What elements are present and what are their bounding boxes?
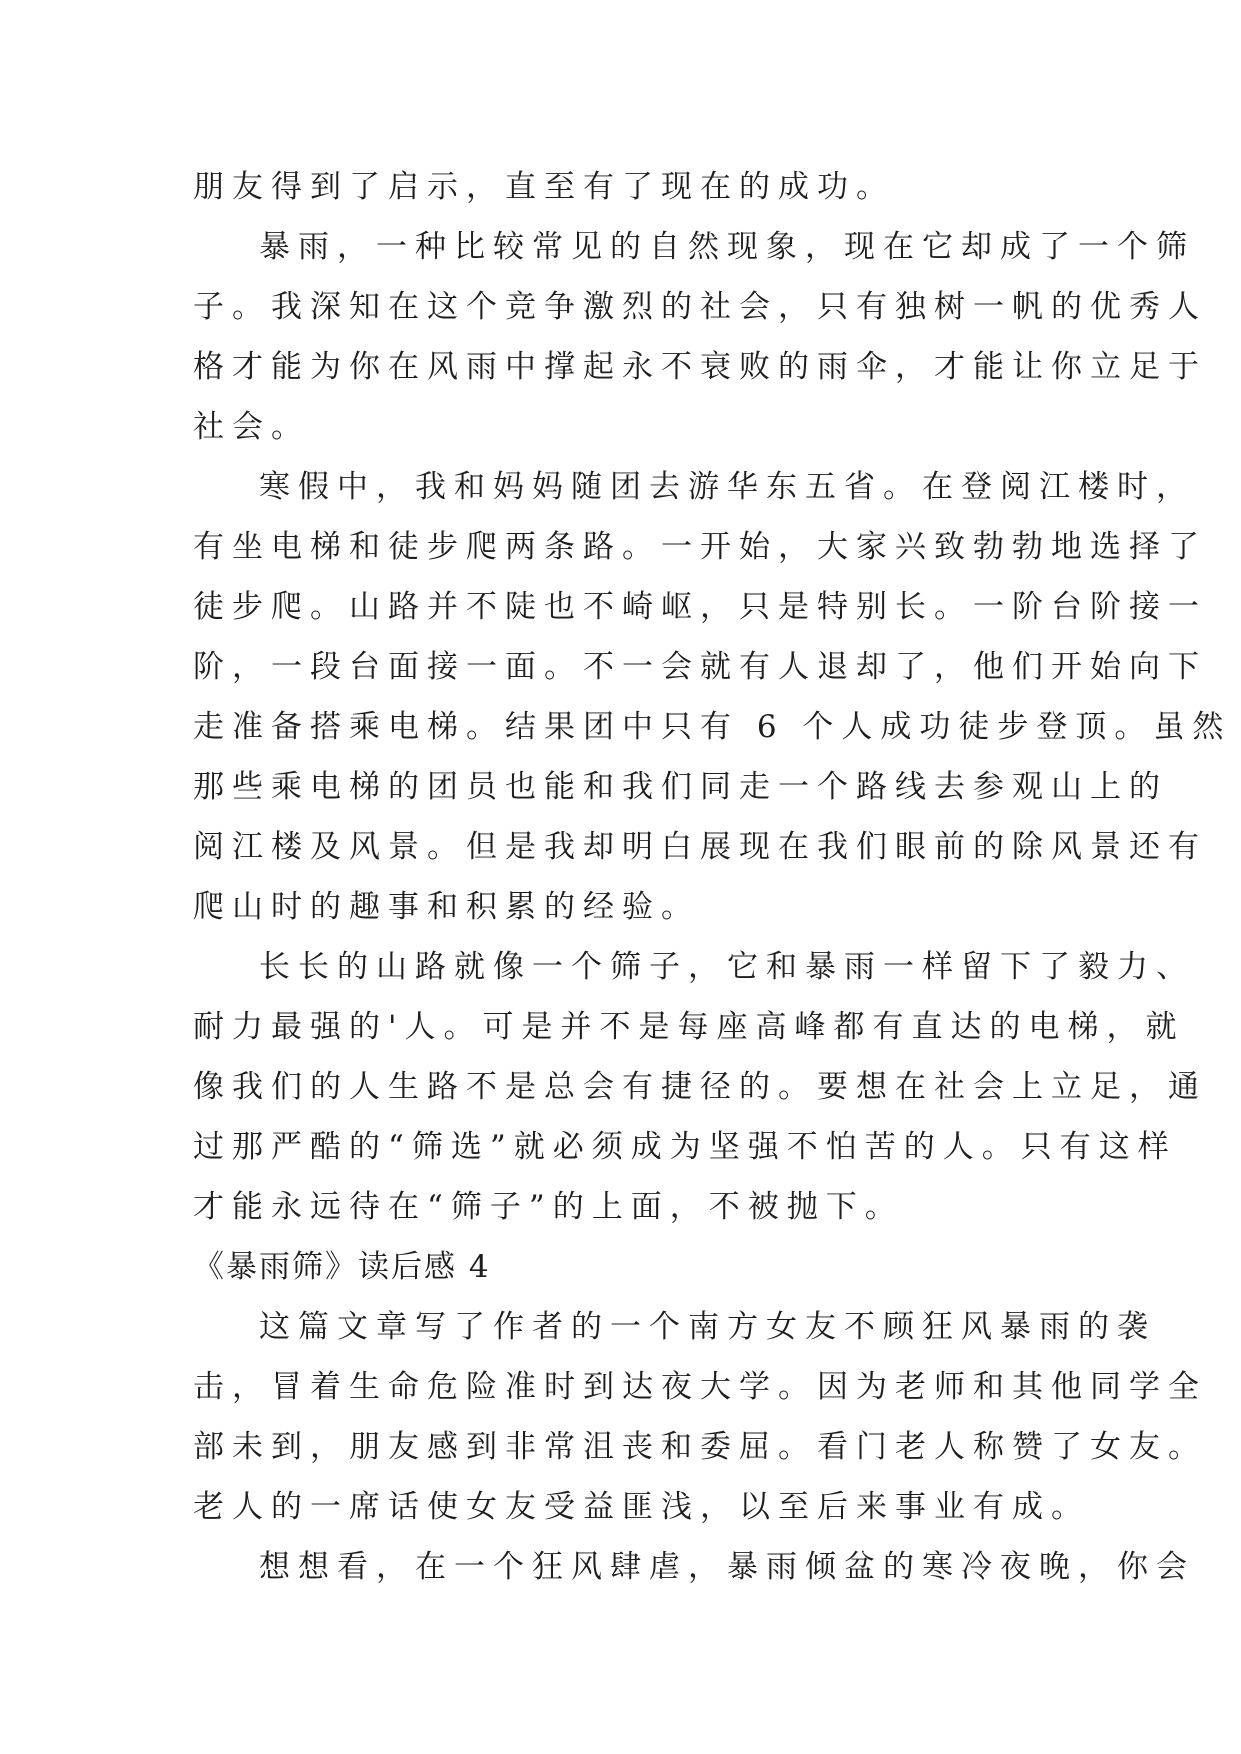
paragraph-line: 徒步爬。山路并不陡也不崎岖，只是特别长。一阶台阶接一 xyxy=(193,589,1207,625)
document-body xyxy=(193,157,1232,1597)
paragraph-line: 部未到，朋友感到非常沮丧和委屈。看门老人称赞了女友。 xyxy=(193,1429,1207,1465)
paragraph-line: 这篇文章写了作者的一个南方女友不顾狂风暴雨的袭 xyxy=(259,1309,1156,1345)
paragraph-line: 格才能为你在风雨中撑起永不衰败的雨伞，才能让你立足于 xyxy=(193,349,1207,385)
paragraph-line: 老人的一席话使女友受益匪浅，以至后来事业有成。 xyxy=(193,1489,1090,1525)
paragraph-line: 想想看，在一个狂风肆虐，暴雨倾盆的寒冷夜晚，你会 xyxy=(259,1549,1195,1585)
paragraph-line: 过那严酷的“筛选”就必须成为坚强不怕苦的人。只有这样 xyxy=(193,1129,1177,1165)
paragraph-line: 像我们的人生路不是总会有捷径的。要想在社会上立足，通 xyxy=(193,1069,1207,1105)
paragraph-line: 走准备搭乘电梯。结果团中只有 6 个人成功徒步登顶。虽然 xyxy=(193,709,1232,745)
paragraph-line: 有坐电梯和徒步爬两条路。一开始，大家兴致勃勃地选择了 xyxy=(193,529,1207,565)
section-heading: 《暴雨筛》读后感 4 xyxy=(193,1249,491,1285)
paragraph-line: 朋友得到了启示，直至有了现在的成功。 xyxy=(193,169,895,205)
paragraph-line: 爬山时的趣事和积累的经验。 xyxy=(193,889,700,925)
paragraph-line: 寒假中，我和妈妈随团去游华东五省。在登阅江楼时， xyxy=(259,469,1195,505)
paragraph-line: 社会。 xyxy=(193,409,310,445)
paragraph-line: 暴雨，一种比较常见的自然现象，现在它却成了一个筛 xyxy=(259,229,1195,265)
paragraph-line: 阶，一段台面接一面。不一会就有人退却了，他们开始向下 xyxy=(193,649,1207,685)
paragraph-line: 阅江楼及风景。但是我却明白展现在我们眼前的除风景还有 xyxy=(193,829,1207,865)
paragraph-line: 击，冒着生命危险准时到达夜大学。因为老师和其他同学全 xyxy=(193,1369,1207,1405)
paragraph-line: 耐力最强的'人。可是并不是每座高峰都有直达的电梯，就 xyxy=(193,1009,1185,1045)
paragraph-line: 那些乘电梯的团员也能和我们同走一个路线去参观山上的 xyxy=(193,769,1168,805)
paragraph-line: 长长的山路就像一个筛子，它和暴雨一样留下了毅力、 xyxy=(259,949,1195,985)
paragraph-line: 才能永远待在“筛子”的上面，不被抛下。 xyxy=(193,1189,904,1225)
paragraph-line: 子。我深知在这个竞争激烈的社会，只有独树一帆的优秀人 xyxy=(193,289,1207,325)
